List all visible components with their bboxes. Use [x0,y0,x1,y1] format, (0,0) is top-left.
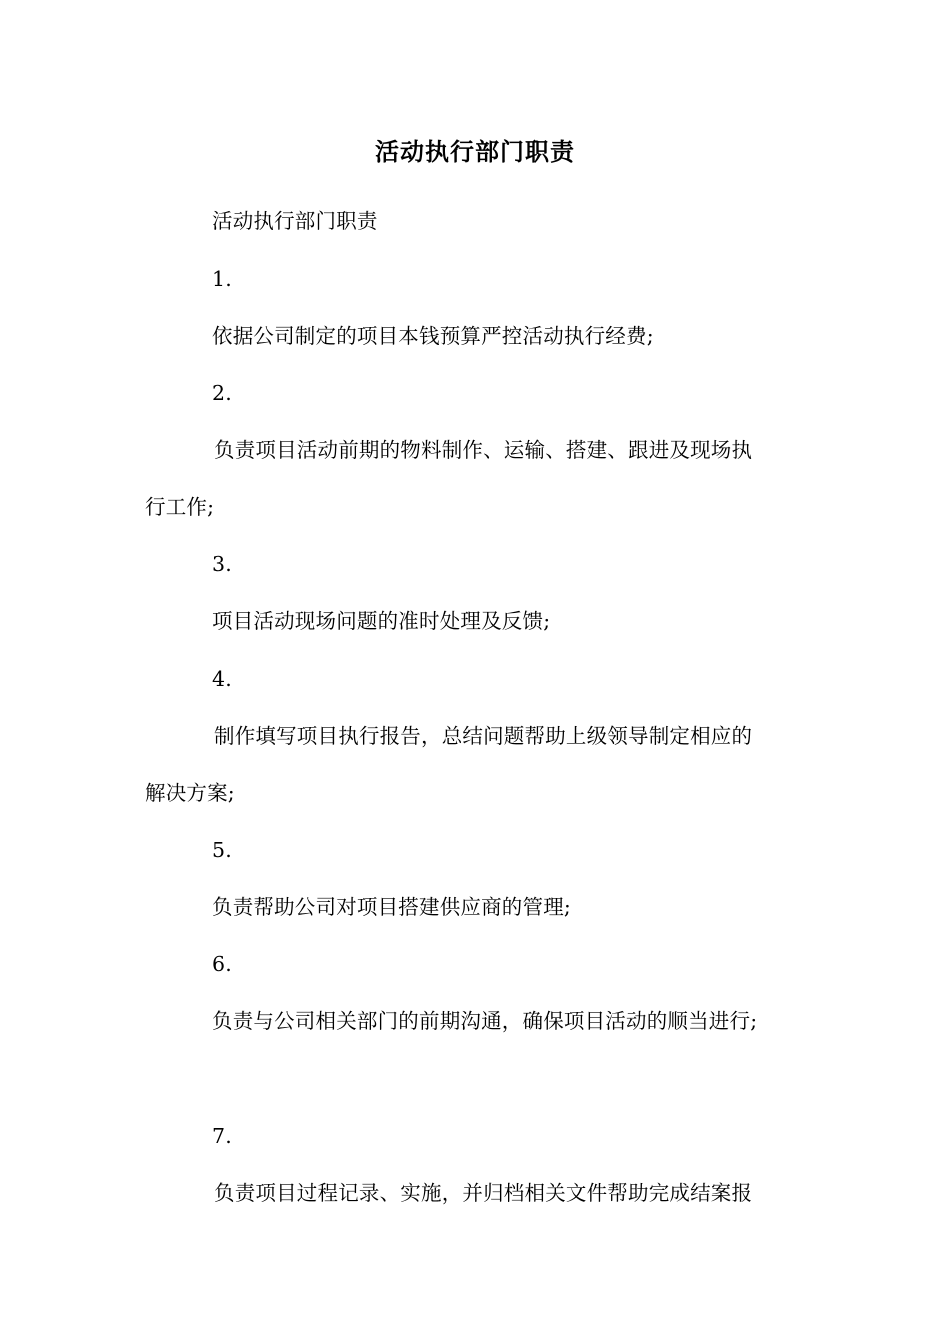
item-number-3: 3. [212,552,232,576]
section-heading: 活动执行部门职责 [212,209,378,233]
item-number-5: 5. [212,838,232,862]
item-text-4: 制作填写项目执行报告，总结问题帮助上级领导制定相应的 [214,724,753,748]
item-text-6: 负责与公司相关部门的前期沟通，确保项目活动的顺当进行; [212,1009,758,1033]
item-number-6: 6. [212,952,232,976]
item-number-4: 4. [212,667,232,691]
item-text-4-continued: 解决方案; [145,781,235,805]
item-number-2: 2. [212,381,232,405]
document-title: 活动执行部门职责 [375,137,575,166]
item-number-1: 1. [212,267,232,291]
item-text-3: 项目活动现场问题的准时处理及反馈; [212,609,551,633]
item-text-7: 负责项目过程记录、实施，并归档相关文件帮助完成结案报 [214,1181,753,1205]
item-number-7: 7. [212,1124,232,1148]
item-text-2: 负责项目活动前期的物料制作、运输、搭建、跟进及现场执 [214,438,753,462]
item-text-5: 负责帮助公司对项目搭建供应商的管理; [212,895,572,919]
item-text-2-continued: 行工作; [145,495,215,519]
item-text-1: 依据公司制定的项目本钱预算严控活动执行经费; [212,324,654,348]
